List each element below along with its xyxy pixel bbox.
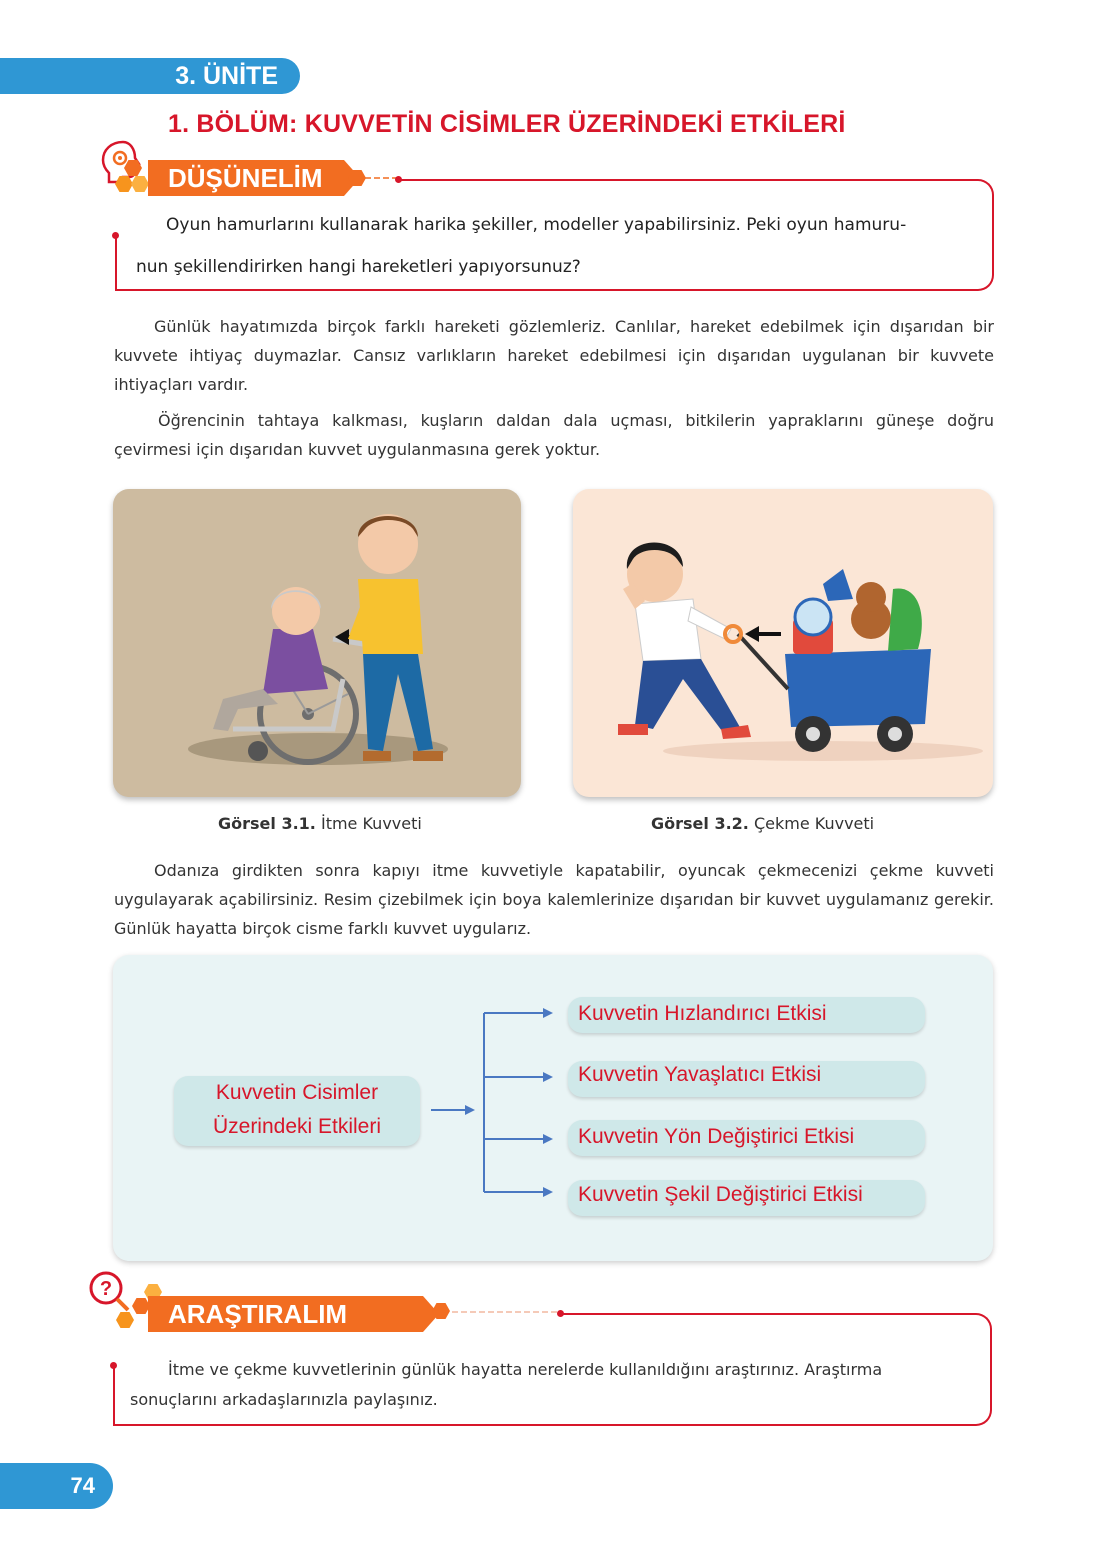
frame-dot	[110, 1362, 117, 1369]
push-force-image	[113, 489, 521, 797]
frame-line	[113, 1424, 568, 1426]
frame-line	[115, 236, 117, 291]
research-heading-label: ARAŞTIRALIM	[168, 1299, 348, 1329]
frame-dot	[112, 232, 119, 239]
paragraph-3: Odanıza girdikten sonra kapıyı itme kuvvetiyle kapatabilir, oyuncak çekmecenizi çekme kuvveti uygulayarak açabilirsiniz. Resim çizebilmek için boya kalemlerinize dışarıdan bir kuvvet uygulamanız gerekir. Günlük hayatta birçok cisme farklı kuvvet uygularız.	[114, 861, 994, 938]
think-line1: Oyun hamurlarını kullanarak harika şekiller, modeller yapabilirsiniz. Peki oyun hamuru-	[166, 215, 907, 235]
frame-line	[115, 289, 405, 291]
svg-text:?: ?	[99, 1278, 113, 1300]
research-line1: İtme ve çekme kuvvetlerinin günlük hayatta nerelerde kullanıldığını araştırınız. Araştırma	[168, 1360, 883, 1379]
figure-1-title: İtme Kuvveti	[320, 814, 422, 833]
section-title: 1. BÖLÜM: KUVVETİN CİSİMLER ÜZERİNDEKİ ETKİLERİ	[168, 110, 846, 138]
diagram-item-accelerating: Kuvvetin Hızlandırıcı Etkisi	[568, 997, 925, 1033]
frame-line	[113, 1367, 115, 1426]
page-number: 74	[0, 1463, 113, 1509]
diagram-item-decelerating: Kuvvetin Yavaşlatıcı Etkisi	[568, 1061, 925, 1097]
question-search-icon	[84, 1266, 140, 1322]
figure-2-caption	[651, 814, 874, 833]
pull-force-image	[573, 489, 993, 797]
diagram-item-shape: Kuvvetin Şekil Değiştirici Etkisi	[568, 1180, 925, 1216]
figure-1-caption	[218, 814, 422, 833]
think-heading-label: DÜŞÜNELİM	[168, 163, 323, 193]
think-line2: nun şekillendirirken hangi hareketleri yapıyorsunuz?	[136, 257, 581, 277]
diagram-item-direction: Kuvvetin Yön Değiştirici Etkisi	[568, 1120, 925, 1156]
unit-tab: 3. ÜNİTE	[0, 58, 300, 94]
paragraph-2: Öğrencinin tahtaya kalkması, kuşların daldan dala uçması, bitkilerin yapraklarını güneşe doğru çevirmesi için dışarıdan kuvvet uygulanmasına gerek yoktur.	[114, 411, 994, 459]
figure-2-title: Çekme Kuvveti	[753, 814, 875, 833]
research-line2: sonuçlarını arkadaşlarınızla paylaşınız.	[130, 1390, 438, 1409]
diagram-root-line1: Kuvvetin Cisimler	[215, 1081, 379, 1104]
dash-line	[452, 1306, 562, 1318]
think-heading	[148, 160, 344, 196]
figure-2-label: Görsel 3.2.	[651, 814, 749, 833]
diagram-root-line2: Üzerindeki Etkileri	[212, 1115, 382, 1138]
frame-dot	[395, 176, 402, 183]
frame-dot	[557, 1310, 564, 1317]
effects-diagram	[113, 955, 993, 1261]
paragraph-1: Günlük hayatımızda birçok farklı hareketi gözlemleriz. Canlılar, hareket edebilmek için dışarıdan bir kuvvete ihtiyaç duymazlar. Cansız varlıkların hareket edebilmesi için dışarıdan uygulanan bir kuvvete ihtiyaçları vardır.	[114, 317, 994, 394]
research-heading	[148, 1296, 423, 1332]
figure-1-label: Görsel 3.1.	[218, 814, 316, 833]
